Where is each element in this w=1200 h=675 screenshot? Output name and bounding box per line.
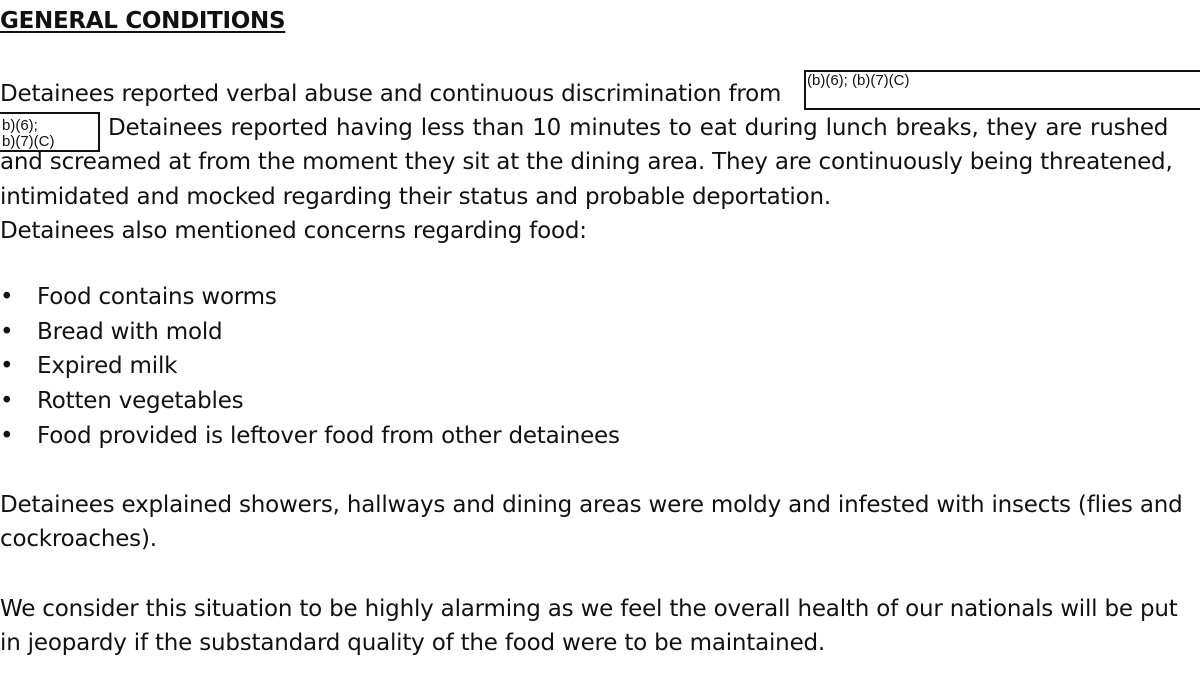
bullet-icon: • <box>0 422 14 449</box>
paragraph1-line3: and screamed at from the moment they sit at the dining area. They are continuously being threatened, <box>0 149 1173 175</box>
bullet-icon: • <box>0 318 14 345</box>
list-item-text: Bread with mold <box>37 318 223 345</box>
paragraph1-line1: Detainees reported verbal abuse and continuous discrimination from <box>0 81 782 107</box>
bullet-icon: • <box>0 284 14 310</box>
bullet-icon: • <box>0 353 14 380</box>
redaction-label: b)(6); b)(7)(C) <box>2 117 55 150</box>
list-item-text: Food contains worms <box>37 284 277 310</box>
list-item-text: Expired milk <box>37 353 178 380</box>
paragraph3-line2: in jeopardy if the substandard quality of the food were to be maintained. <box>0 630 826 656</box>
redaction-box: (b)(6); (b)(7)(C) <box>804 70 1200 110</box>
list-item-text: Rotten vegetables <box>37 388 244 415</box>
paragraph3-line1: We consider this situation to be highly alarming as we feel the overall health of our nationals will be put <box>0 596 1178 622</box>
paragraph1-line5: Detainees also mentioned concerns regarding food: <box>0 218 587 244</box>
paragraph1-line4: intimidated and mocked regarding their status and probable deportation. <box>0 184 831 210</box>
bullet-icon: • <box>0 388 14 415</box>
paragraph2-line1: Detainees explained showers, hallways and dining areas were moldy and infested with insects (flies and <box>0 492 1183 518</box>
paragraph1-line2: Detainees reported having less than 10 minutes to eat during lunch breaks, they are rushed <box>108 115 1169 141</box>
paragraph2-line2: cockroaches). <box>0 526 157 552</box>
list-item-text: Food provided is leftover food from other detainees <box>37 422 620 449</box>
section-heading: GENERAL CONDITIONS <box>0 8 286 34</box>
